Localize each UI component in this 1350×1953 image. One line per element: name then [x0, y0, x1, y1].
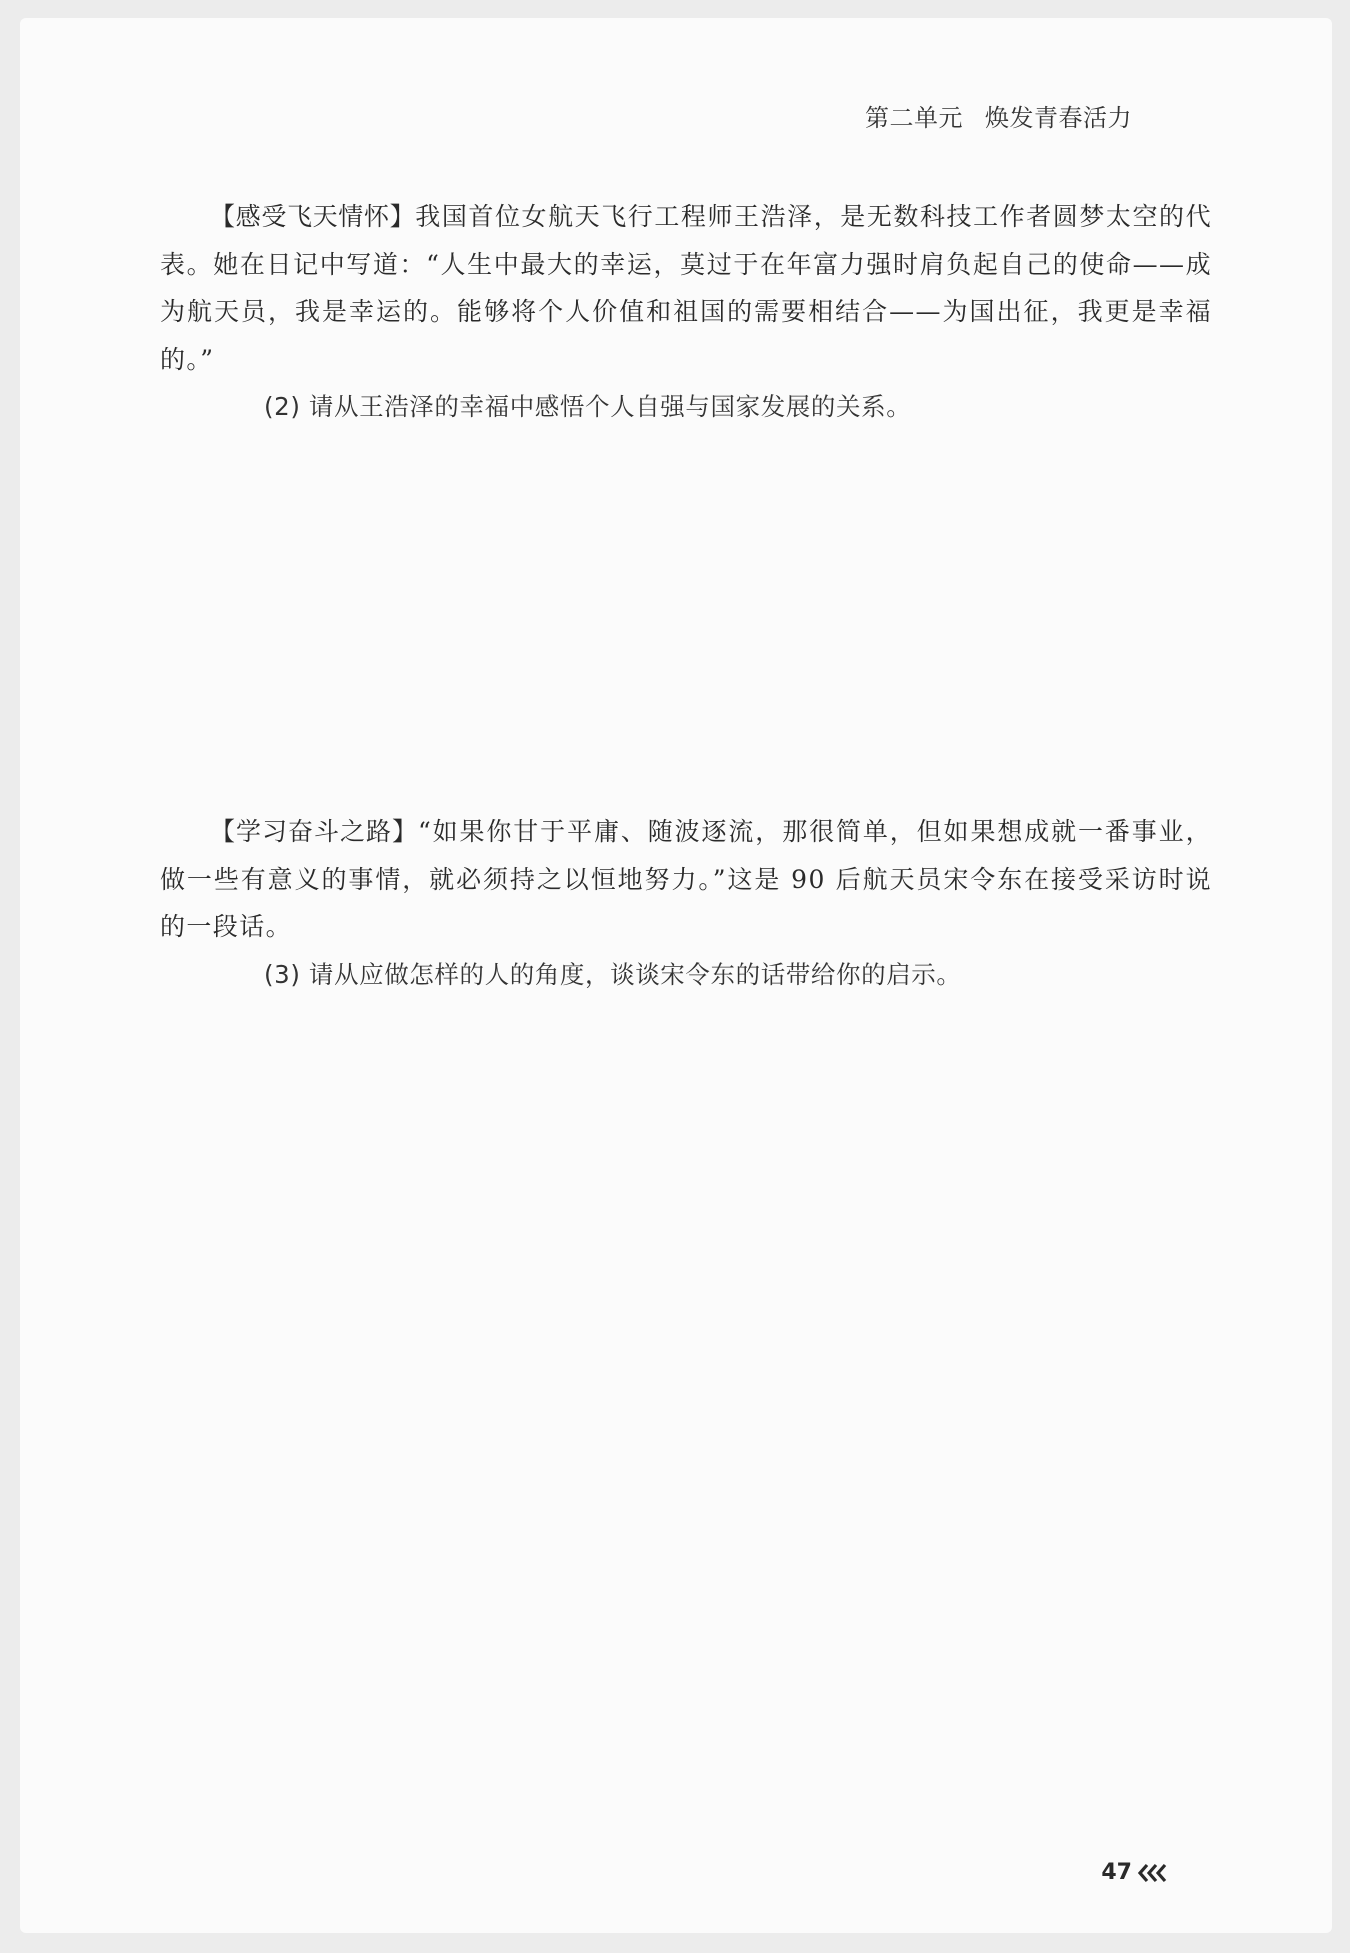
running-header	[865, 98, 1132, 133]
unit-label: 第二单元	[865, 104, 963, 132]
workbook-page	[20, 18, 1332, 1933]
section-text: “如果你甘于平庸、随波逐流，那很简单，但如果想成就一番事业，做一些有意义的事情，就必须持之以恒地努力。”这是 90 后航天员宋令东在接受采访时说的一段话。	[160, 817, 1212, 941]
question-2: (2) 请从王浩泽的幸福中感悟个人自强与国家发展的关系。	[264, 392, 912, 421]
section-text: 我国首位女航天飞行工程师王浩泽，是无数科技工作者圆梦太空的代表。她在日记中写道：“人生中最大的幸运，莫过于在年富力强时肩负起自己的使命——成为航天员，我是幸运的。能够将个人价值和祖国的需要相结合——为国出征，我更是幸福的。”	[160, 202, 1212, 374]
section-passage	[160, 808, 1212, 951]
answer-area-2[interactable]	[160, 428, 1212, 788]
question-3: (3) 请从应做怎样的人的角度，谈谈宋令东的话带给你的启示。	[264, 959, 962, 989]
section-feitian	[160, 193, 1212, 430]
page-number: 47	[1101, 1860, 1132, 1885]
page-footer	[1101, 1860, 1172, 1885]
triple-chevron-left-icon	[1136, 1862, 1172, 1884]
section-tag: 【学习奋斗之路】	[210, 817, 418, 846]
answer-area-3[interactable]	[160, 1048, 1212, 1828]
section-tag: 【感受飞天情怀】	[210, 202, 416, 231]
section-passage	[160, 193, 1212, 383]
section-fendou	[160, 808, 1212, 998]
unit-title: 焕发青春活力	[985, 104, 1132, 132]
